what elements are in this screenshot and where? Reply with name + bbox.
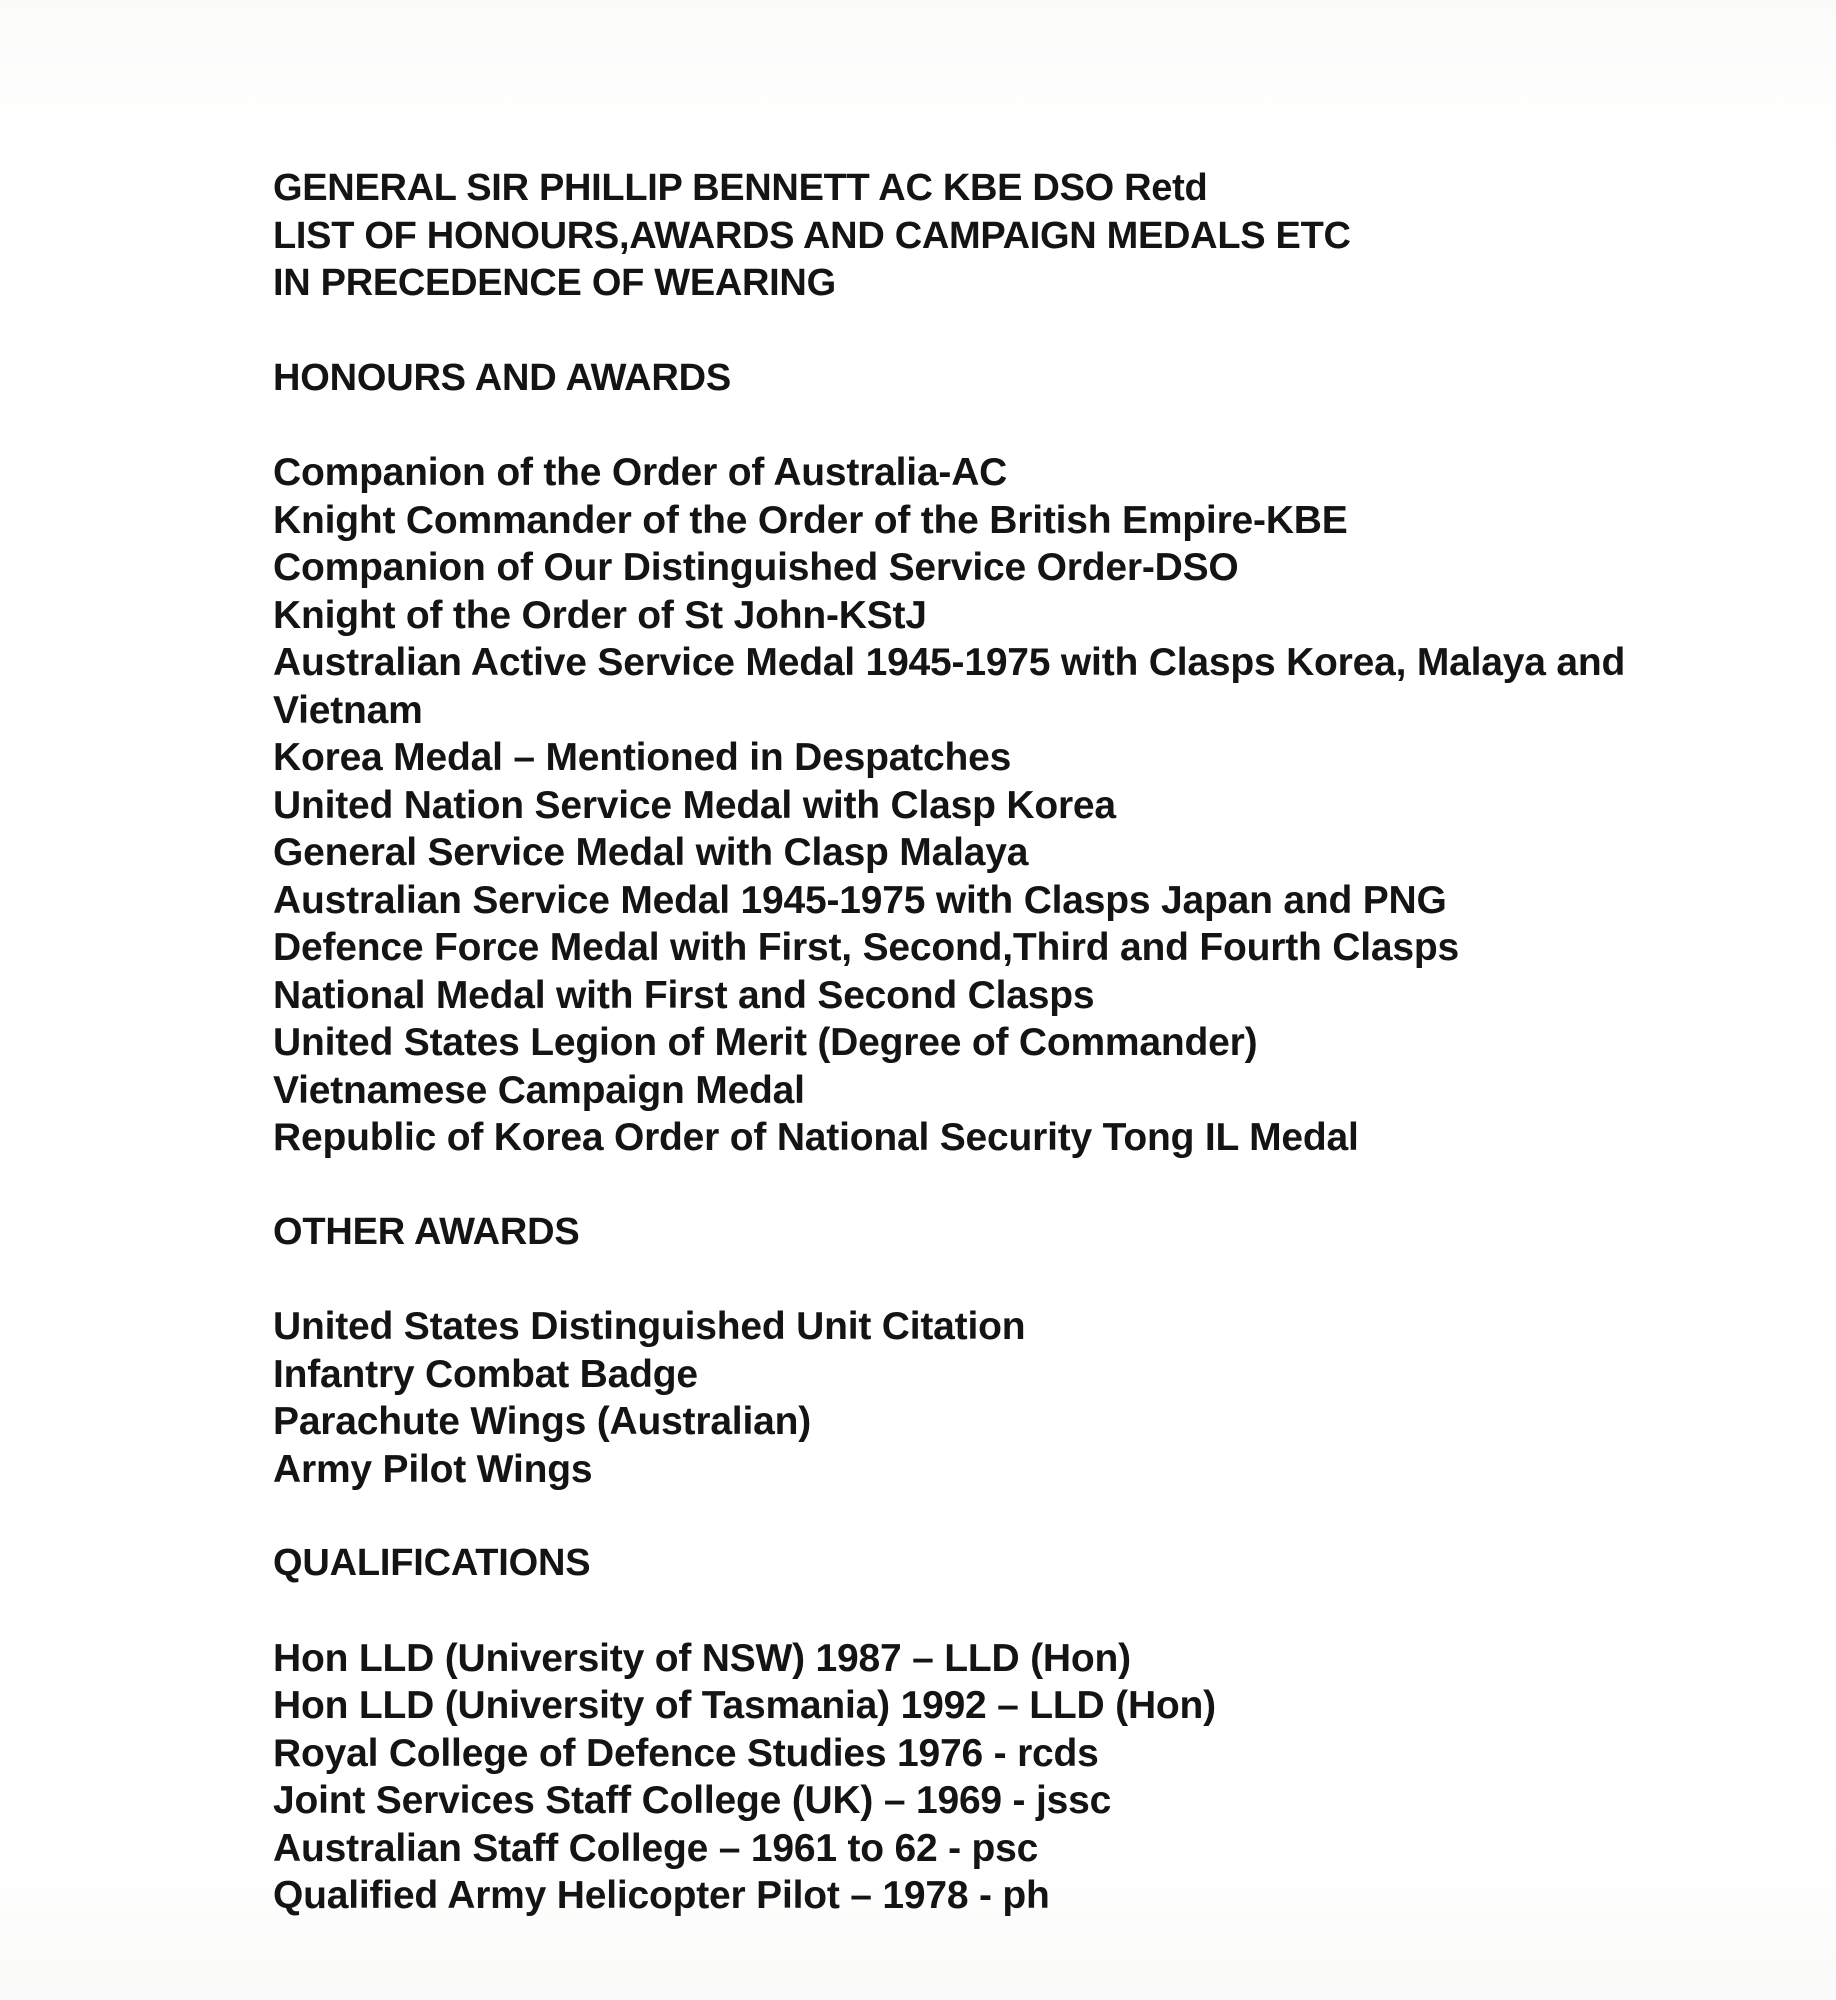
list-item: Infantry Combat Badge bbox=[273, 1352, 698, 1396]
list-item: Qualified Army Helicopter Pilot – 1978 - ph bbox=[273, 1874, 1050, 1917]
title-line: LIST OF HONOURS,AWARDS AND CAMPAIGN MEDALS ETC bbox=[273, 214, 1351, 257]
list-item: United States Distinguished Unit Citation bbox=[273, 1305, 1026, 1348]
honours-and-awards-list bbox=[273, 449, 1773, 1162]
list-item: Knight Commander of the Order of the British Empire-KBE bbox=[273, 498, 1348, 542]
list-item: General Service Medal with Clasp Malaya bbox=[273, 831, 1029, 874]
list-item: Army Pilot Wings bbox=[273, 1447, 593, 1491]
list-item: Knight of the Order of St John-KStJ bbox=[273, 593, 927, 637]
list-item: Hon LLD (University of NSW) 1987 – LLD (Hon) bbox=[273, 1636, 1131, 1680]
list-item: Joint Services Staff College (UK) – 1969 - jssc bbox=[273, 1779, 1112, 1822]
list-item: Companion of Our Distinguished Service Order-DSO bbox=[273, 546, 1239, 589]
document-content bbox=[273, 165, 1773, 1920]
list-item: Vietnam bbox=[273, 688, 423, 732]
section-heading-other-awards: OTHER AWARDS bbox=[273, 1210, 580, 1253]
list-item: Vietnamese Campaign Medal bbox=[273, 1068, 805, 1112]
list-item: Australian Service Medal 1945-1975 with Clasps Japan and PNG bbox=[273, 878, 1447, 922]
section-heading-honours-and-awards: HONOURS AND AWARDS bbox=[273, 356, 732, 399]
list-item: Republic of Korea Order of National Security Tong IL Medal bbox=[273, 1116, 1359, 1159]
list-item: Companion of the Order of Australia-AC bbox=[273, 451, 1008, 494]
list-item: Australian Active Service Medal 1945-1975 with Clasps Korea, Malaya and bbox=[273, 641, 1626, 684]
list-item: Korea Medal – Mentioned in Despatches bbox=[273, 736, 1012, 779]
title-line: GENERAL SIR PHILLIP BENNETT AC KBE DSO Retd bbox=[273, 167, 1208, 209]
other-awards-list bbox=[273, 1303, 1773, 1493]
qualifications-list bbox=[273, 1635, 1773, 1920]
list-item: Royal College of Defence Studies 1976 - rcds bbox=[273, 1731, 1099, 1775]
section-heading-qualifications: QUALIFICATIONS bbox=[273, 1542, 591, 1584]
list-item: Parachute Wings (Australian) bbox=[273, 1400, 811, 1443]
list-item: Hon LLD (University of Tasmania) 1992 – LLD (Hon) bbox=[273, 1684, 1216, 1727]
list-item: Defence Force Medal with First, Second,Third and Fourth Clasps bbox=[273, 926, 1459, 969]
list-item: Australian Staff College – 1961 to 62 - psc bbox=[273, 1826, 1039, 1870]
list-item: United Nation Service Medal with Clasp Korea bbox=[273, 783, 1116, 827]
title-line: IN PRECEDENCE OF WEARING bbox=[273, 262, 836, 304]
document-title-block bbox=[273, 165, 1773, 308]
list-item: National Medal with First and Second Clasps bbox=[273, 973, 1095, 1017]
list-item: United States Legion of Merit (Degree of Commander) bbox=[273, 1021, 1258, 1064]
